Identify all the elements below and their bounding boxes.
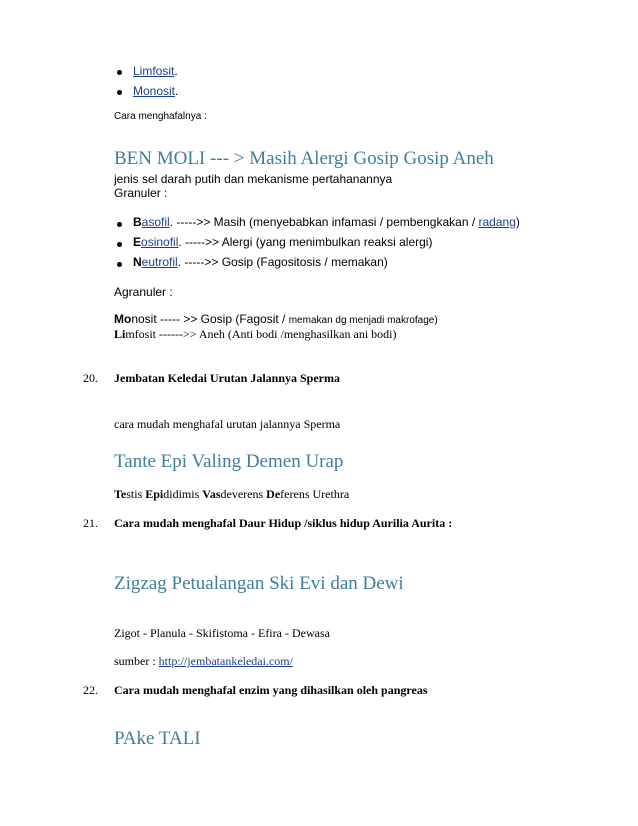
bullet	[117, 222, 122, 227]
source-link[interactable]: http://jembatankeledai.com/	[158, 654, 293, 668]
monosit-link[interactable]: Monosit	[133, 84, 176, 98]
limfosit-line: Limfosit ------>> Aneh (Anti bodi /menghasilkan ani bodi)	[114, 327, 397, 341]
list-item: Limfosit.	[133, 64, 178, 78]
section-22-heading: PAke TALI	[114, 728, 201, 749]
agranular-label: Agranuler :	[114, 285, 173, 299]
basofil-link[interactable]: asofil	[141, 215, 170, 229]
section-20-heading: Tante Epi Valing Demen Urap	[114, 451, 344, 472]
bullet	[117, 262, 122, 267]
memorize-label: Cara menghafalnya :	[114, 111, 207, 122]
bullet	[117, 90, 122, 95]
section-21-title: Cara mudah menghafal Daur Hidup /siklus hidup Aurilia Aurita :	[114, 516, 453, 530]
section-21-heading: Zigzag Petualangan Ski Evi dan Dewi	[114, 573, 404, 594]
section-20-number: 20.	[83, 371, 98, 385]
bullet	[117, 70, 122, 75]
section-20-title: Jembatan Keledai Urutan Jalannya Sperma	[114, 371, 341, 385]
radang-link[interactable]: radang	[478, 215, 516, 229]
list-item-eosinofil: Eosinofil. ----->> Alergi (yang menimbulkan reaksi alergi)	[133, 235, 433, 249]
limfosit-link[interactable]: Limfosit	[133, 64, 175, 78]
granular-label: Granuler :	[114, 186, 168, 200]
lifecycle-stages: Zigot - Planula - Skifistoma - Efira - Dewasa	[114, 626, 330, 640]
list-item: Monosit.	[133, 84, 179, 98]
section-20-desc: cara mudah menghafal urutan jalannya Sperma	[114, 417, 341, 431]
monosit-line: Monosit ----- >> Gosip (Fagosit / memakan dg menjadi makrofage)	[114, 312, 438, 326]
list-item-basofil: Basofil. ----->> Masih (menyebabkan infamasi / pembengkakan / radang)	[133, 215, 520, 229]
mnemonic-desc: jenis sel darah putih dan mekanisme pertahanannya	[114, 172, 393, 186]
neutrofil-link[interactable]: eutrofil	[141, 255, 178, 269]
source-line: sumber : http://jembatankeledai.com/	[114, 654, 293, 668]
section-21-number: 21.	[83, 516, 98, 530]
sperma-path-line: Testis Epididimis Vasdeverens Deferens Urethra	[114, 487, 350, 501]
section-22-title: Cara mudah menghafal enzim yang dihasilkan oleh pangreas	[114, 683, 428, 697]
list-item-neutrofil: Neutrofil. ----->> Gosip (Fagositosis / memakan)	[133, 255, 388, 269]
mnemonic-heading: BEN MOLI --- > Masih Alergi Gosip Gosip Aneh	[114, 148, 494, 169]
section-22-number: 22.	[83, 683, 98, 697]
eosinofil-link[interactable]: osinofil	[141, 235, 179, 249]
bullet	[117, 242, 122, 247]
